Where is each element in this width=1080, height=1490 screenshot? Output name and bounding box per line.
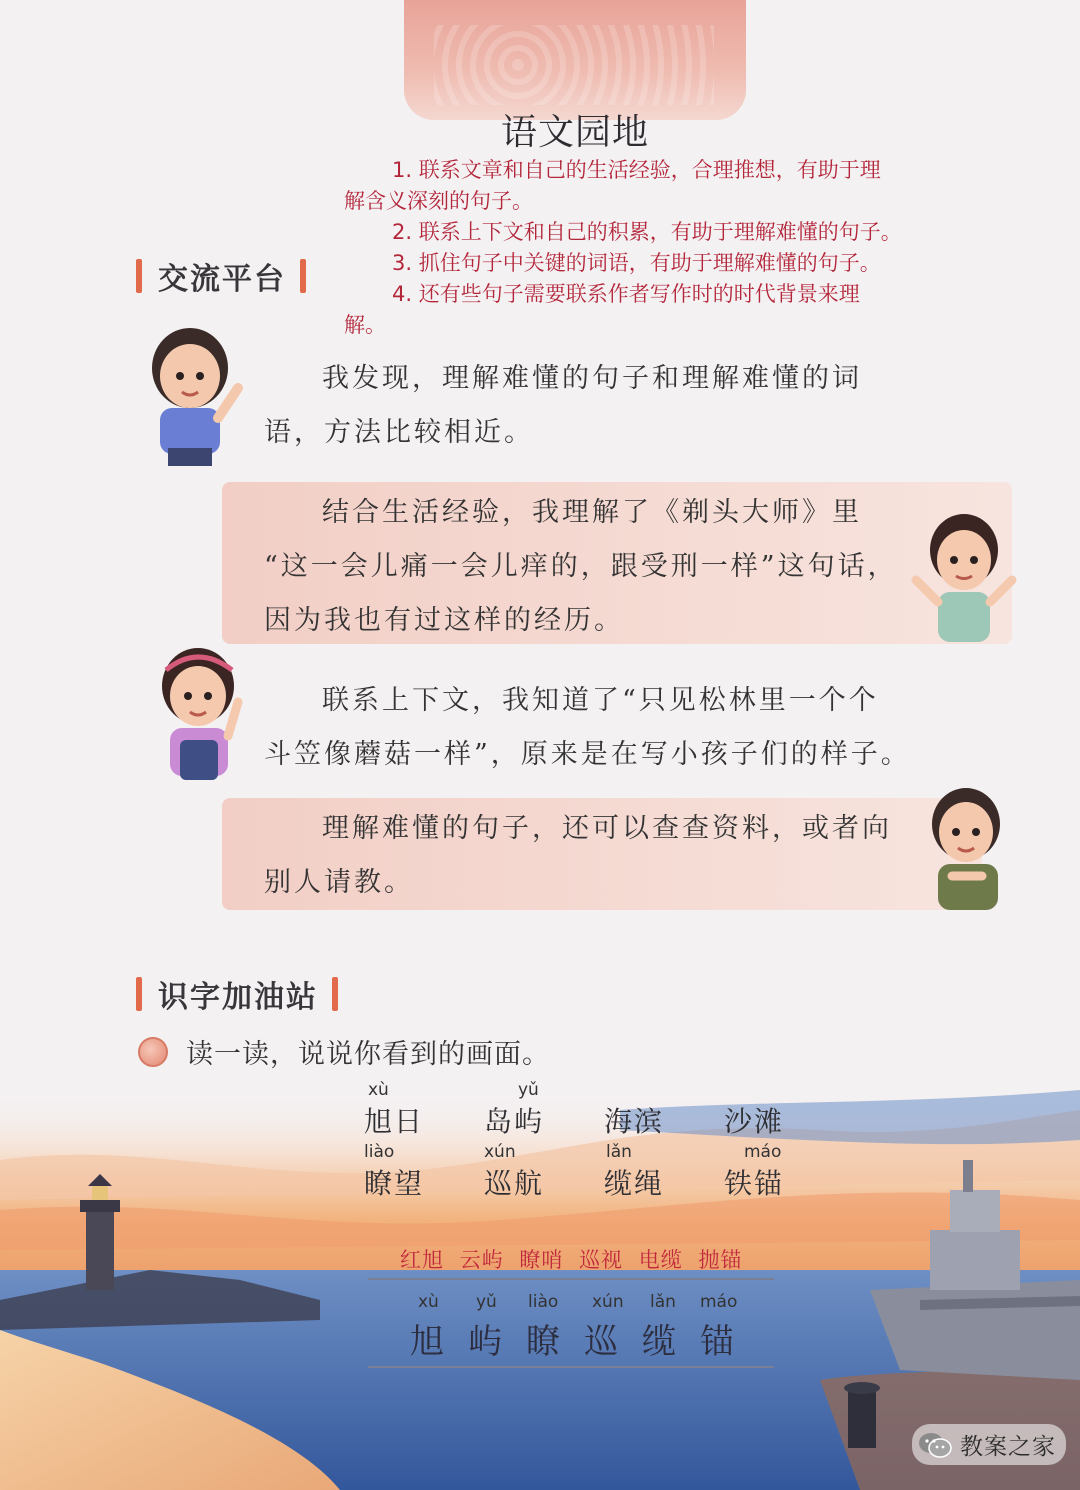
new-characters xyxy=(404,1292,752,1362)
bubble-2-line-2: “这一会儿痛一会儿痒的，跟受刑一样”这句话， xyxy=(264,551,898,582)
divider-line-top xyxy=(368,1278,774,1280)
char-text: 屿 xyxy=(468,1322,502,1362)
heading-bar-right xyxy=(332,977,338,1011)
word-text: 巡航 xyxy=(484,1167,545,1200)
vocabulary-row-2 xyxy=(362,1142,842,1204)
heading-bar-right xyxy=(300,259,306,293)
bubble-1-line-1: 我发现，理解难懂的句子和理解难懂的词 xyxy=(322,363,862,394)
bubble-2-line-1: 结合生活经验，我理解了《剃头大师》里 xyxy=(322,497,862,528)
extended-word: 巡视 xyxy=(579,1248,624,1272)
extended-word: 云屿 xyxy=(459,1248,504,1272)
bubble-2-line-3: 因为我也有过这样的经历。 xyxy=(264,605,624,636)
word-pinyin: xún xyxy=(484,1142,516,1162)
word-text: 旭日 xyxy=(364,1105,425,1138)
char-pinyin: máo xyxy=(700,1292,738,1312)
char-text: 旭 xyxy=(410,1322,444,1362)
vocabulary-row-1 xyxy=(362,1080,842,1142)
new-character xyxy=(520,1292,578,1362)
girl-avatar-right xyxy=(908,506,1020,652)
extended-word: 瞭哨 xyxy=(519,1248,564,1272)
word-pinyin: lǎn xyxy=(606,1142,632,1162)
extended-words xyxy=(400,1244,750,1274)
word-text: 铁锚 xyxy=(724,1167,785,1200)
word-pinyin: liào xyxy=(364,1142,395,1162)
instruction-text: 读一读，说说你看到的画面。 xyxy=(186,1039,550,1070)
vocab-word xyxy=(602,1142,722,1204)
bubble-3-line-2: 斗笠像蘑菇一样”，原来是在写小孩子们的样子。 xyxy=(264,739,911,770)
page-title: 语文园地 xyxy=(500,112,649,153)
bollard xyxy=(844,1382,880,1448)
word-text: 海滨 xyxy=(604,1105,665,1138)
vocab-word xyxy=(722,1080,842,1142)
literacy-heading-text: 识字加油站 xyxy=(158,980,318,1015)
task-instruction xyxy=(138,1032,550,1071)
new-character xyxy=(694,1292,752,1362)
word-pinyin: máo xyxy=(744,1142,782,1162)
speech-bubble-1 xyxy=(264,352,924,460)
char-pinyin: xù xyxy=(418,1292,439,1312)
extended-word: 红旭 xyxy=(400,1248,444,1272)
bubble-4-line-2: 别人请教。 xyxy=(264,867,414,898)
tip-2: 2. 联系上下文和自己的积累，有助于理解难懂的句子。 xyxy=(392,220,902,244)
vocab-word xyxy=(362,1080,482,1142)
bubble-3-line-1: 联系上下文，我知道了“只见松林里一个个 xyxy=(322,685,879,716)
vocab-word xyxy=(602,1080,722,1142)
new-character xyxy=(578,1292,636,1362)
bubble-1-line-2: 语，方法比较相近。 xyxy=(264,417,534,448)
literacy-section-heading xyxy=(136,972,338,1016)
speech-bubble-3 xyxy=(264,674,924,782)
wechat-icon xyxy=(918,1432,952,1458)
tip-3: 3. 抓住句子中关键的词语，有助于理解难懂的句子。 xyxy=(392,251,881,275)
word-pinyin: yǔ xyxy=(518,1080,539,1100)
char-text: 瞭 xyxy=(526,1322,560,1362)
girl-avatar-purple xyxy=(146,640,258,786)
reading-tips xyxy=(344,155,984,341)
word-text: 瞭望 xyxy=(364,1167,425,1200)
char-text: 锚 xyxy=(700,1322,734,1362)
vocab-word xyxy=(722,1142,842,1204)
tip-1: 1. 联系文章和自己的生活经验，合理推想，有助于理 xyxy=(392,158,881,182)
new-character xyxy=(636,1292,694,1362)
boy-avatar xyxy=(138,318,258,466)
tip-4: 4. 还有些句子需要联系作者写作时的时代背景来理 xyxy=(392,282,860,306)
word-text: 岛屿 xyxy=(484,1105,545,1138)
bubble-4-line-1: 理解难懂的句子，还可以查查资料，或者向 xyxy=(322,813,892,844)
heading-bar-left xyxy=(136,977,142,1011)
extended-word: 抛锚 xyxy=(698,1248,743,1272)
tip-1-continued: 解含义深刻的句子。 xyxy=(344,189,533,213)
vocab-word xyxy=(482,1142,602,1204)
heading-bar-left xyxy=(136,259,142,293)
word-text: 缆绳 xyxy=(604,1167,665,1200)
vocabulary-grid xyxy=(362,1080,842,1204)
extended-word: 电缆 xyxy=(638,1248,683,1272)
char-pinyin: xún xyxy=(592,1292,624,1312)
boy-avatar-right xyxy=(912,780,1022,910)
vocab-word xyxy=(362,1142,482,1204)
title-banner xyxy=(404,0,746,120)
wechat-watermark xyxy=(912,1424,1066,1465)
divider-line-bottom xyxy=(368,1366,774,1368)
word-pinyin: xù xyxy=(368,1080,389,1100)
speech-bubble-4 xyxy=(264,802,924,910)
char-text: 巡 xyxy=(584,1322,618,1362)
new-character xyxy=(462,1292,520,1362)
exchange-heading-text: 交流平台 xyxy=(158,262,286,297)
vocab-word xyxy=(482,1080,602,1142)
word-text: 沙滩 xyxy=(724,1105,785,1138)
new-character xyxy=(404,1292,462,1362)
read-aloud-icon xyxy=(138,1037,168,1067)
speech-bubble-2 xyxy=(264,486,924,648)
char-text: 缆 xyxy=(642,1322,676,1362)
char-pinyin: liào xyxy=(528,1292,559,1312)
tip-4-continued: 解。 xyxy=(344,313,386,337)
char-pinyin: lǎn xyxy=(650,1292,676,1312)
watermark-text: 教案之家 xyxy=(960,1434,1056,1460)
char-pinyin: yǔ xyxy=(476,1292,497,1312)
exchange-section-heading xyxy=(136,254,306,298)
